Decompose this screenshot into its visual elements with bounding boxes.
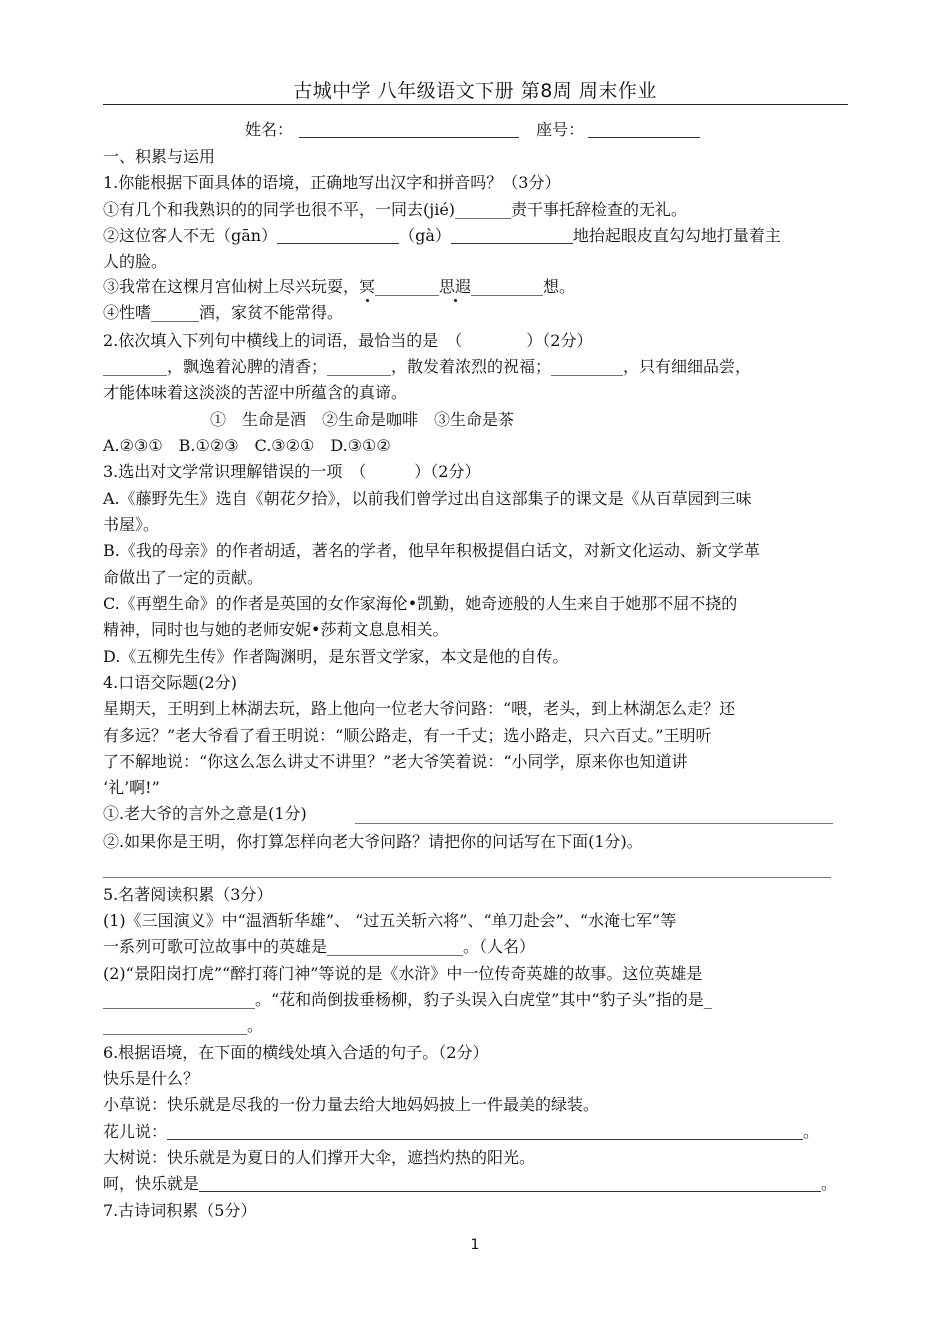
q4-sub2: ②.如果你是王明，你打算怎样向老大爷问路？请把你的问话写在下面(1分)。 (103, 832, 643, 851)
q1-item3-c1: 冥 (359, 277, 376, 296)
q5-para1: (1)《三国演义》中“温酒斩华雄”、 “过五关斩六将”、“单刀赴会”、“水淹七军”等 (103, 911, 677, 930)
seat-label: 座号： (536, 120, 585, 139)
q4-para1: 星期天，王明到上林湖去玩，路上他向一位老大爷问路：“喂，老头，到上林湖怎么走？还 (103, 699, 736, 718)
q6-line5-end: 。 (821, 1174, 838, 1193)
q2-stem: 2.依次填入下列句中横线上的词语，最恰当的是 （ ）（2分） (103, 331, 593, 350)
title-rule (103, 104, 848, 105)
q1-item2 (103, 226, 848, 246)
q6-line4: 大树说：快乐就是为夏日的人们撑开大伞，遮挡灼热的阳光。 (103, 1148, 536, 1167)
q3-option-c-cont: 精神，同时也与她的老师安妮•莎莉文息息相关。 (103, 620, 449, 639)
q1-gan-blank[interactable] (277, 227, 399, 244)
q1-item2-b: （gà） (399, 226, 451, 245)
q3-option-d: D.《五柳先生传》作者陶渊明，是东晋文学家，本文是他的自传。 (103, 647, 569, 666)
name-field[interactable] (299, 121, 519, 138)
q6-stem: 6.根据语境，在下面的横线处填入合适的句子。（2分） (103, 1043, 489, 1062)
q3-option-b-cont: 命做出了一定的贡献。 (103, 568, 264, 587)
q3-option-b: B.《我的母亲》的作者胡适，著名的学者，他早年积极提倡白话文，对新文化运动、新文学革 (103, 541, 760, 560)
q5-para3: (2)“景阳岗打虎”“醉打蒋门神”等说的是《水浒》中一位传奇英雄的故事。这位英雄是 (103, 964, 703, 983)
q7-stem: 7.古诗词积累（5分） (103, 1201, 257, 1220)
q1-item2-c: 地抬起眼皮直勾勾地打量着主 (572, 226, 781, 245)
q6-line3-end: 。 (803, 1122, 820, 1141)
q4-para4: ‘礼’啊!” (103, 778, 160, 797)
q1-item3 (103, 277, 848, 297)
q1-item3-c2 (439, 277, 471, 296)
seat-field[interactable] (588, 121, 700, 138)
q1-item3-b: ________ (375, 277, 440, 296)
q6-line5-label: 呵，快乐就是 (103, 1174, 200, 1193)
q5-stem: 5.名著阅读积累（3分） (103, 885, 273, 904)
student-info-row (245, 120, 700, 140)
q6-line1: 快乐是什么？ (103, 1069, 200, 1088)
q4-para3: 了不解地说：“你这么怎么讲丈不讲里？”老大爷笑着说：“小同学，原来你也知道讲 (103, 752, 688, 771)
q2-options: A.②③① B.①②③ C.③②① D.③①② (103, 436, 391, 455)
q6-line3 (103, 1122, 848, 1142)
q2-choices: ① 生命是酒 ②生命是咖啡 ③生命是茶 (210, 410, 515, 429)
q5-para5: __________________。 (103, 1016, 264, 1035)
page-number: 1 (470, 1237, 480, 1253)
q1-item3-a: ③我常在这棵月宫仙树上尽兴玩耍， (103, 277, 360, 296)
q3-option-a: A.《藤野先生》选自《朝花夕拾》，以前我们曾学过出自这部集子的课文是《从百草园到三味 (103, 489, 752, 508)
q6-line3-label: 花儿说： (103, 1122, 168, 1141)
q3-option-a-cont: 书屋》。 (103, 515, 160, 534)
q3-option-c: C.《再塑生命》的作者是英国的女作家海伦•凯勤，她奇迹般的人生来自于她那不屈不挠的 (103, 594, 738, 613)
q4-sub1: ①.老大爷的言外之意是(1分) (103, 804, 307, 823)
q4-sub1-answer-line[interactable] (355, 823, 833, 824)
q1-ga-blank[interactable] (451, 227, 573, 244)
q4-para2: 有多远？”老大爷看了看王明说：“顺公路走，有一千丈；选小路走，只六百丈。”王明听 (103, 726, 712, 745)
q1-item2-a: ②这位客人不无（gān） (103, 226, 278, 245)
q3-stem: 3.选出对文学常识理解错误的一项 （ ）（2分） (103, 462, 481, 481)
page-title: 古城中学 八年级语文下册 第8周 周末作业 (293, 80, 657, 102)
q6-flower-answer[interactable] (167, 1123, 803, 1140)
q4-stem: 4.口语交际题(2分) (103, 673, 237, 692)
q4-sub2-answer-line[interactable] (103, 877, 831, 878)
q5-para2: 一系列可歌可泣故事中的英雄是_________________。（人名） (103, 937, 536, 956)
q2-line2: 才能体味着这淡淡的苦涩中所蕴含的真谛。 (103, 383, 408, 402)
q1-item2-cont: 人的脸。 (103, 252, 168, 271)
name-label: 姓名： (245, 120, 294, 139)
q6-line5 (103, 1174, 848, 1194)
q1-item4: ④性嗜______酒，家贫不能常得。 (103, 303, 344, 322)
q2-line1: ________，飘逸着沁脾的清香；________，散发着浓烈的祝福；_________，只有细细品尝， (103, 357, 752, 376)
q6-happiness-answer[interactable] (199, 1175, 821, 1192)
q1-item3-d: _________想。 (471, 277, 576, 296)
q1-item3-c2-text: 思遐 (439, 277, 472, 296)
q5-para4: ___________________。“花和尚倒拔垂杨柳，豹子头误入白虎堂”其中“豹子头”指的是_ (103, 990, 712, 1009)
q6-line2: 小草说：快乐就是尽我的一份力量去给大地妈妈披上一件最美的绿装。 (103, 1095, 600, 1114)
q1-item1: ①有几个和我熟识的的同学也很不平，一同去(jié)_______责干事托辞检查的无礼。 (103, 200, 688, 219)
q1-stem: 1.你能根据下面具体的语境，正确地写出汉字和拼音吗？（3分） (103, 173, 561, 192)
section-heading: 一、积累与运用 (103, 147, 216, 166)
